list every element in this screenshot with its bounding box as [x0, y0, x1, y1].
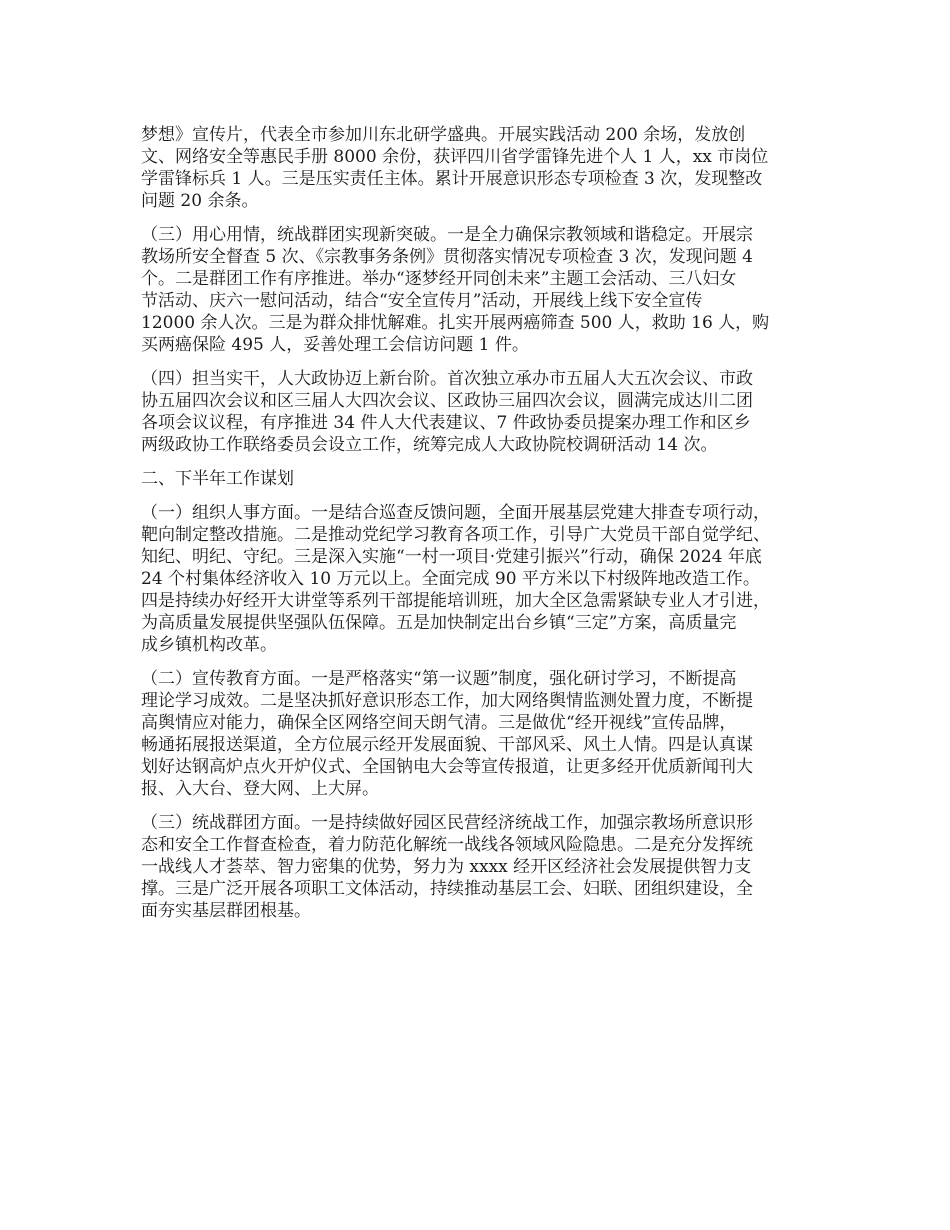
text-line: 协五届四次会议和区三届人大四次会议、区政协三届四次会议，圆满完成达川二团: [141, 391, 753, 411]
text-line: 划好达钢高炉点火开炉仪式、全国钠电大会等宣传报道，让更多经开优质新闻刊大: [141, 757, 753, 777]
text-line: （三）统战群团方面。一是持续做好园区民营经济统战工作，加强宗教场所意识形: [141, 813, 753, 833]
text-line: 高舆情应对能力，确保全区网络空间天朗气清。三是做优“经开视线”宣传品牌，: [141, 713, 737, 733]
text-line: 面夯实基层群团根基。: [141, 901, 311, 921]
text-line: 问题 20 余条。: [141, 191, 259, 211]
document-body: [141, 124, 831, 934]
section-heading: 二、下半年工作谋划: [141, 469, 294, 489]
text-line: 学雷锋标兵 1 人。三是压实责任主体。累计开展意识形态专项检查 3 次，发现整改: [141, 169, 763, 189]
text-line: 成乡镇机构改革。: [141, 635, 277, 655]
text-line: 畅通拓展报送渠道，全方位展示经开发展面貌、干部风采、风土人情。四是认真谋: [141, 735, 753, 755]
text-line: 梦想》宣传片，代表全市参加川东北研学盛典。开展实践活动 200 余场，发放创: [141, 125, 746, 145]
plan-paragraph-2: [141, 668, 831, 800]
text-line: 撑。三是广泛开展各项职工文体活动，持续推动基层工会、妇联、团组织建设，全: [141, 879, 753, 899]
paragraph-3: [141, 368, 831, 456]
text-line: 态和安全工作督查检查，着力防范化解统一战线各领域风险隐患。二是充分发挥统: [141, 835, 753, 855]
text-line: 两级政协工作联络委员会设立工作，统筹完成人大政协院校调研活动 14 次。: [141, 435, 718, 455]
text-line: 买两癌保险 495 人，妥善处理工会信访问题 1 件。: [141, 335, 529, 355]
text-line: 各项会议议程，有序推进 34 件人大代表建议、7 件政协委员提案办理工作和区乡: [141, 413, 751, 433]
plan-paragraph-1: [141, 502, 831, 656]
text-line: （四）担当实干，人大政协迈上新台阶。首次独立承办市五届人大五次会议、市政: [141, 369, 753, 389]
plan-paragraph-3: [141, 812, 831, 922]
paragraph-2: [141, 224, 831, 356]
text-line: 个。二是群团工作有序推进。举办“逐梦经开同创未来”主题工会活动、三八妇女: [141, 269, 737, 289]
text-line: 一战线人才荟萃、智力密集的优势，努力为 xxxx 经开区经济社会发展提供智力支: [141, 857, 752, 877]
text-line: 节活动、庆六一慰问活动，结合“安全宣传月”活动，开展线上线下安全宣传: [141, 291, 703, 311]
text-line: （二）宣传教育方面。一是严格落实“第一议题”制度，强化研讨学习，不断提高: [141, 669, 737, 689]
text-line: （一）组织人事方面。一是结合巡查反馈问题，全面开展基层党建大排查专项行动，: [141, 503, 770, 523]
text-line: 理论学习成效。二是坚决抓好意识形态工作，加大网络舆情监测处置力度，不断提: [141, 691, 753, 711]
text-line: 文、网络安全等惠民手册 8000 余份，获评四川省学雷锋先进个人 1 人，xx 市岗位: [141, 147, 769, 167]
text-line: 为高质量发展提供坚强队伍保障。五是加快制定出台乡镇“三定”方案，高质量完: [141, 613, 737, 633]
text-line: 报、入大台、登大网、上大屏。: [141, 779, 379, 799]
paragraph-1: [141, 124, 831, 212]
text-line: 教场所安全督查 5 次、《宗教事务条例》贯彻落实情况专项检查 3 次，发现问题 4: [141, 247, 753, 267]
text-line: 知纪、明纪、守纪。三是深入实施“一村一项目·党建引振兴”行动，确保 2024 年底: [141, 547, 762, 567]
text-line: 四是持续办好经开大讲堂等系列干部提能培训班，加大全区急需紧缺专业人才引进，: [141, 591, 770, 611]
text-line: 12000 余人次。三是为群众排忧解难。扎实开展两癌筛查 500 人，救助 16 人，购: [141, 313, 770, 333]
text-line: 靶向制定整改措施。二是推动党纪学习教育各项工作，引导广大党员干部自觉学纪、: [141, 525, 770, 545]
text-line: （三）用心用情，统战群团实现新突破。一是全力确保宗教领域和谐稳定。开展宗: [141, 225, 753, 245]
text-line: 24 个村集体经济收入 10 万元以上。全面完成 90 平方米以下村级阵地改造工作。: [141, 569, 760, 589]
